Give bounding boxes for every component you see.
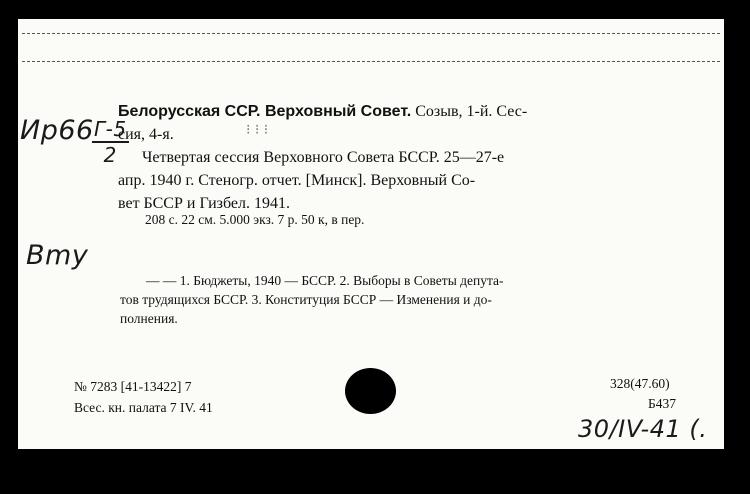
handwritten-initials: Bmy	[26, 240, 89, 271]
entry-line-4: апр. 1940 г. Стеногр. отчет. [Минск]. Верховный Со-	[118, 172, 476, 189]
record-number: № 7283 [41-13422] 7	[74, 379, 192, 394]
subject-line-2: тов трудящихся БССР. 3. Конституция БССР — Изменения и до-	[120, 292, 492, 307]
entry-heading: Белорусская ССР. Верховный Совет.	[118, 103, 412, 120]
entry-line-1	[118, 100, 527, 123]
top-dashed-rule	[22, 33, 720, 34]
entry-line-2: сия, 4-я.	[118, 126, 174, 143]
fraction-bottom: 2	[103, 143, 117, 167]
shelf-mark: Б437	[648, 396, 677, 411]
subject-line-3: полнения.	[120, 311, 178, 326]
entry-line-3: Четвертая сессия Верховного Совета БССР. 25—27-е	[142, 149, 505, 166]
classification-code: 328(47.60)	[610, 376, 670, 391]
subject-line-1: — — 1. Бюджеты, 1940 — БССР. 2. Выборы в Советы депута-	[146, 273, 504, 288]
catalog-card	[18, 19, 724, 449]
pencil-marks: ⁝ ⁝ ⁝	[246, 122, 269, 138]
imprint-line: 208 с. 22 см. 5.000 экз. 7 р. 50 к, в пер.	[145, 212, 365, 227]
punch-hole	[345, 368, 396, 414]
handwritten-call-number: Ир66	[20, 115, 94, 146]
book-chamber-stamp: Всес. кн. палата 7 IV. 41	[74, 400, 213, 415]
fraction-top: Г-5	[94, 117, 127, 141]
entry-line-5: вет БССР и Гизбел. 1941.	[118, 195, 290, 212]
second-dashed-rule	[22, 61, 720, 62]
entry-convocation: Созыв, 1-й. Сес-	[415, 103, 528, 120]
handwritten-date: 30/IV-41 (.	[578, 415, 708, 443]
